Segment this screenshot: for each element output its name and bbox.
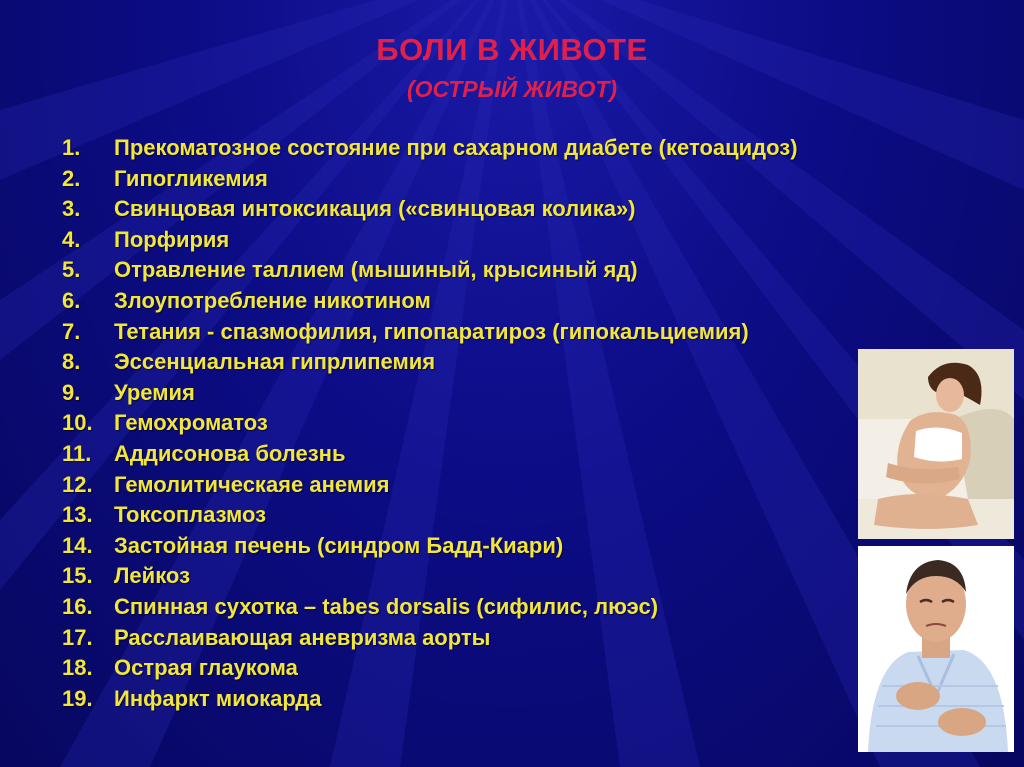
list-item [62,286,798,317]
item-number: 14. [62,532,93,558]
photo-man-abdominal-pain [858,546,1014,752]
item-text: Инфаркт миокарда [114,685,322,711]
list-item [62,592,798,623]
list-item [62,470,798,501]
item-text: Свинцовая интоксикация («свинцовая колика») [114,196,636,222]
item-number: 7. [62,318,81,344]
item-number: 18. [62,655,93,681]
item-number: 15. [62,563,93,589]
item-text: Лейкоз [114,563,191,589]
item-text: Расслаивающая аневризма аорты [114,624,491,650]
item-number: 12. [62,471,93,497]
cause-list [62,133,798,714]
list-item [62,623,798,654]
slide-title: БОЛИ В ЖИВОТЕ [376,32,648,67]
list-item [62,133,798,164]
item-text: Аддисонова болезнь [114,440,346,466]
item-number: 5. [62,257,81,283]
list-item [62,439,798,470]
item-text: Токсоплазмоз [114,502,267,528]
item-text: Застойная печень (синдром Бадд-Киари) [114,532,564,558]
item-number: 19. [62,685,93,711]
item-text: Отравление таллием (мышиный, крысиный яд) [114,257,638,283]
item-number: 13. [62,502,93,528]
list-item [62,684,798,715]
photo-woman-abdominal-pain [858,349,1014,539]
item-number: 1. [62,135,81,160]
list-item [62,255,798,286]
item-text: Тетания - спазмофилия, гипопаратироз (гипокальциемия) [114,318,749,344]
list-item [62,164,798,195]
item-text: Порфирия [114,226,230,252]
item-text: Острая глаукома [114,655,298,681]
item-number: 6. [62,287,81,313]
item-text: Гемолитическаяе анемия [114,471,390,497]
list-item [62,531,798,562]
list-item [62,500,798,531]
list-item [62,561,798,592]
item-number: 9. [62,379,81,405]
item-number: 2. [62,165,81,191]
list-item [62,653,798,684]
item-text: Уремия [114,379,195,405]
list-item [62,194,798,225]
item-number: 3. [62,196,81,222]
item-text: Злоупотребление никотином [114,287,431,313]
item-number: 11. [62,440,92,466]
list-item [62,317,798,348]
list-item [62,378,798,409]
item-text: Спинная сухотка – tabes dorsalis (сифилис, люэс) [114,593,659,619]
item-text: Эссенциальная гипрлипемия [114,349,436,375]
item-text: Прекоматозное состояние при сахарном диабете (кетоацидоз) [114,135,798,160]
item-text: Гипогликемия [114,165,268,191]
list-item [62,225,798,256]
list-item [62,347,798,378]
slide-subtitle: (ОСТРЫЙ ЖИВОТ) [406,76,618,102]
item-number: 10. [62,410,93,436]
item-number: 4. [62,226,81,252]
item-text: Гемохроматоз [114,410,268,436]
item-number: 16. [62,593,93,619]
item-number: 8. [62,349,81,375]
item-number: 17. [62,624,93,650]
list-item [62,408,798,439]
